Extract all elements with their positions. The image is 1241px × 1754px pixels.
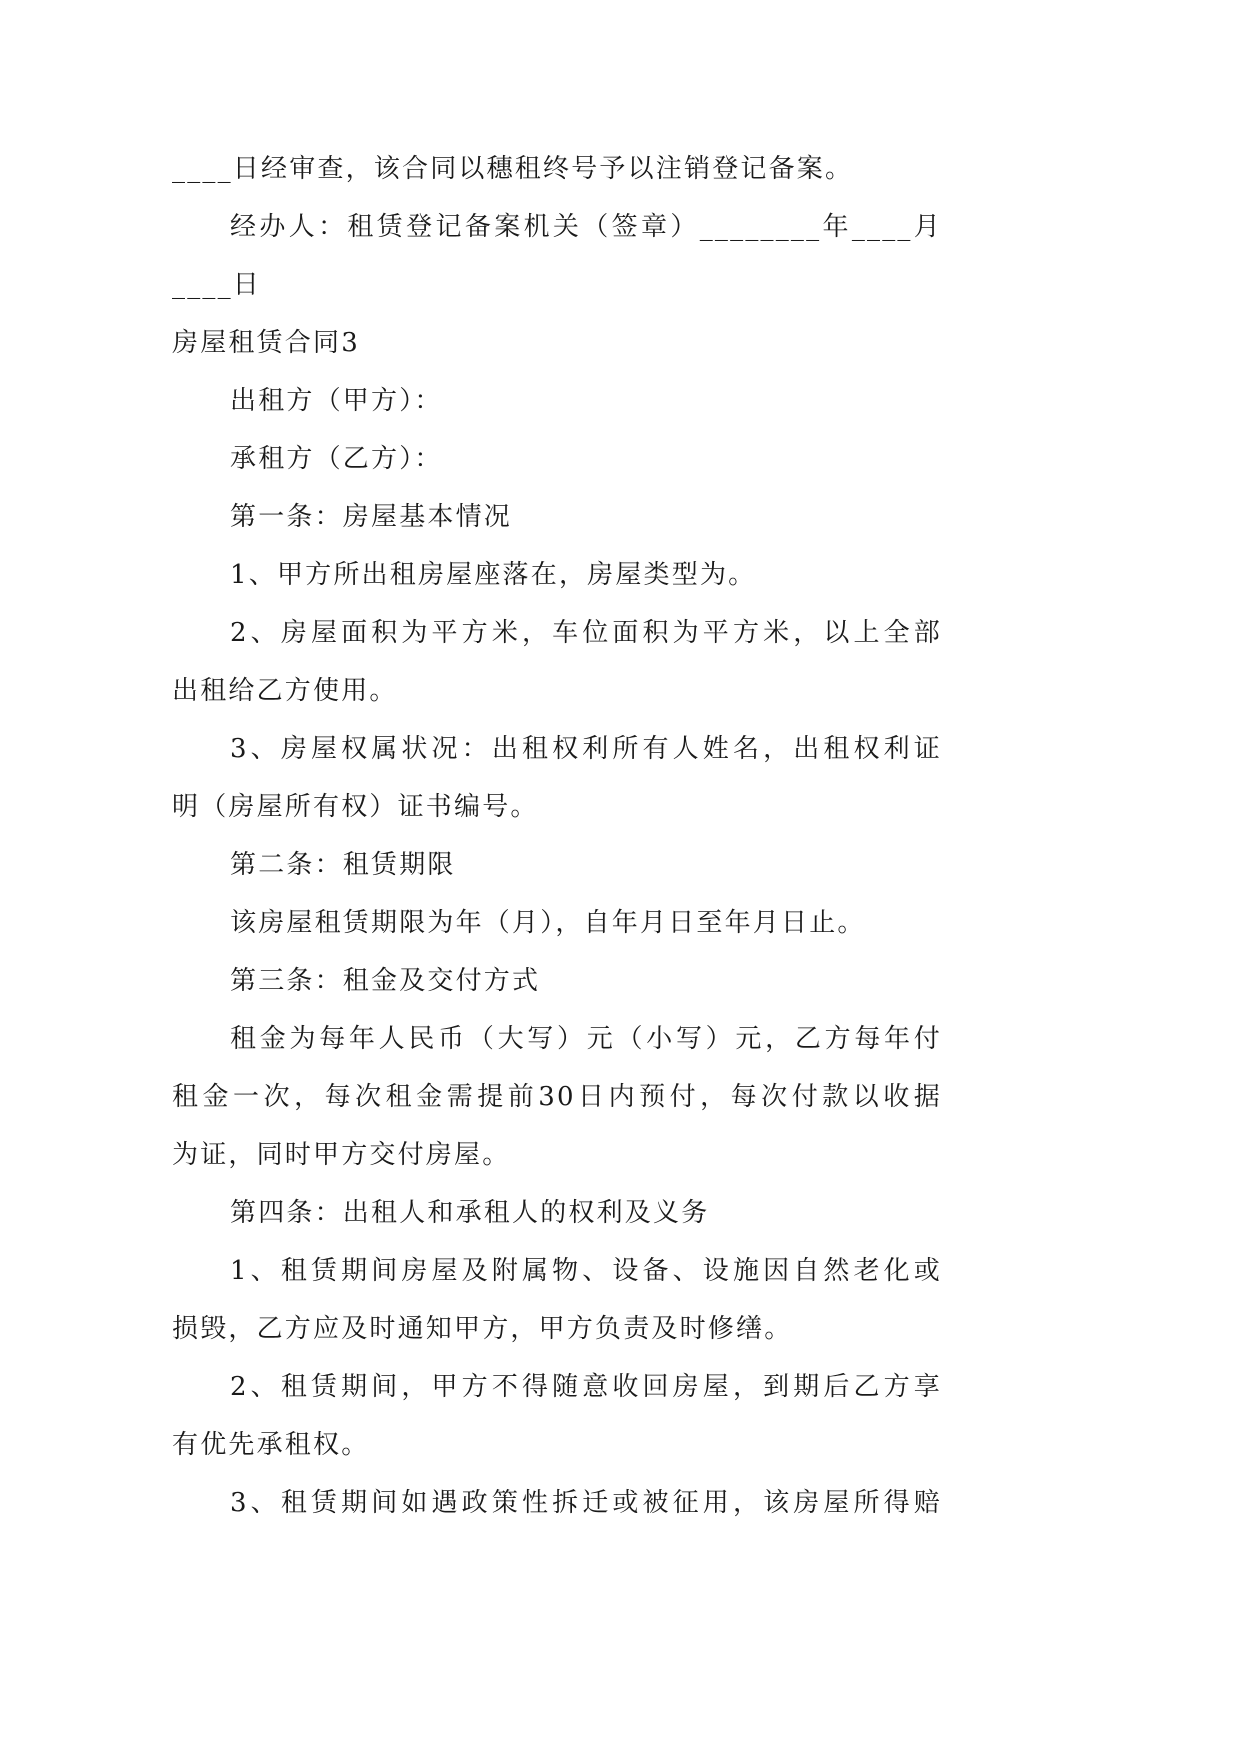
section-heading: 房屋租赁合同3 [172, 328, 360, 358]
text-line: 2、租赁期间，甲方不得随意收回房屋，到期后乙方享 [230, 1372, 942, 1402]
text-line: 租金为每年人民币（大写）元（小写）元，乙方每年付 [230, 1024, 942, 1054]
text-line: 出租方（甲方）： [230, 386, 443, 416]
article-heading: 第三条：租金及交付方式 [230, 966, 541, 996]
text-line: 为证，同时甲方交付房屋。 [172, 1140, 511, 1170]
text-line: 2、房屋面积为平方米，车位面积为平方米，以上全部 [230, 618, 942, 648]
document-body [172, 140, 942, 1532]
text-line: 损毁，乙方应及时通知甲方，甲方负责及时修缮。 [172, 1314, 793, 1344]
text-line: 3、租赁期间如遇政策性拆迁或被征用，该房屋所得赔 [230, 1488, 942, 1518]
article-heading: 第一条：房屋基本情况 [230, 502, 513, 532]
text-line: 1、租赁期间房屋及附属物、设备、设施因自然老化或 [230, 1256, 942, 1286]
text-line: 租金一次，每次租金需提前30日内预付，每次付款以收据 [172, 1082, 942, 1112]
text-line: 承租方（乙方）： [230, 444, 443, 474]
text-line: 经办人：租赁登记备案机关（签章）________年____月 [230, 212, 942, 242]
text-line: 明（房屋所有权）证书编号。 [172, 792, 539, 822]
article-heading: 第二条：租赁期限 [230, 850, 456, 880]
text-line: 有优先承租权。 [172, 1430, 370, 1460]
text-line: 3、房屋权属状况：出租权利所有人姓名，出租权利证 [230, 734, 942, 764]
text-line: ____日 [172, 270, 262, 300]
article-heading: 第四条：出租人和承租人的权利及义务 [230, 1198, 710, 1228]
text-line: ____日经审查，该合同以穗租终号予以注销登记备案。 [172, 154, 854, 184]
text-line: 出租给乙方使用。 [172, 676, 398, 706]
text-line: 该房屋租赁期限为年（月），自年月日至年月日止。 [230, 908, 866, 938]
text-line: 1、甲方所出租房屋座落在，房屋类型为。 [230, 560, 757, 590]
